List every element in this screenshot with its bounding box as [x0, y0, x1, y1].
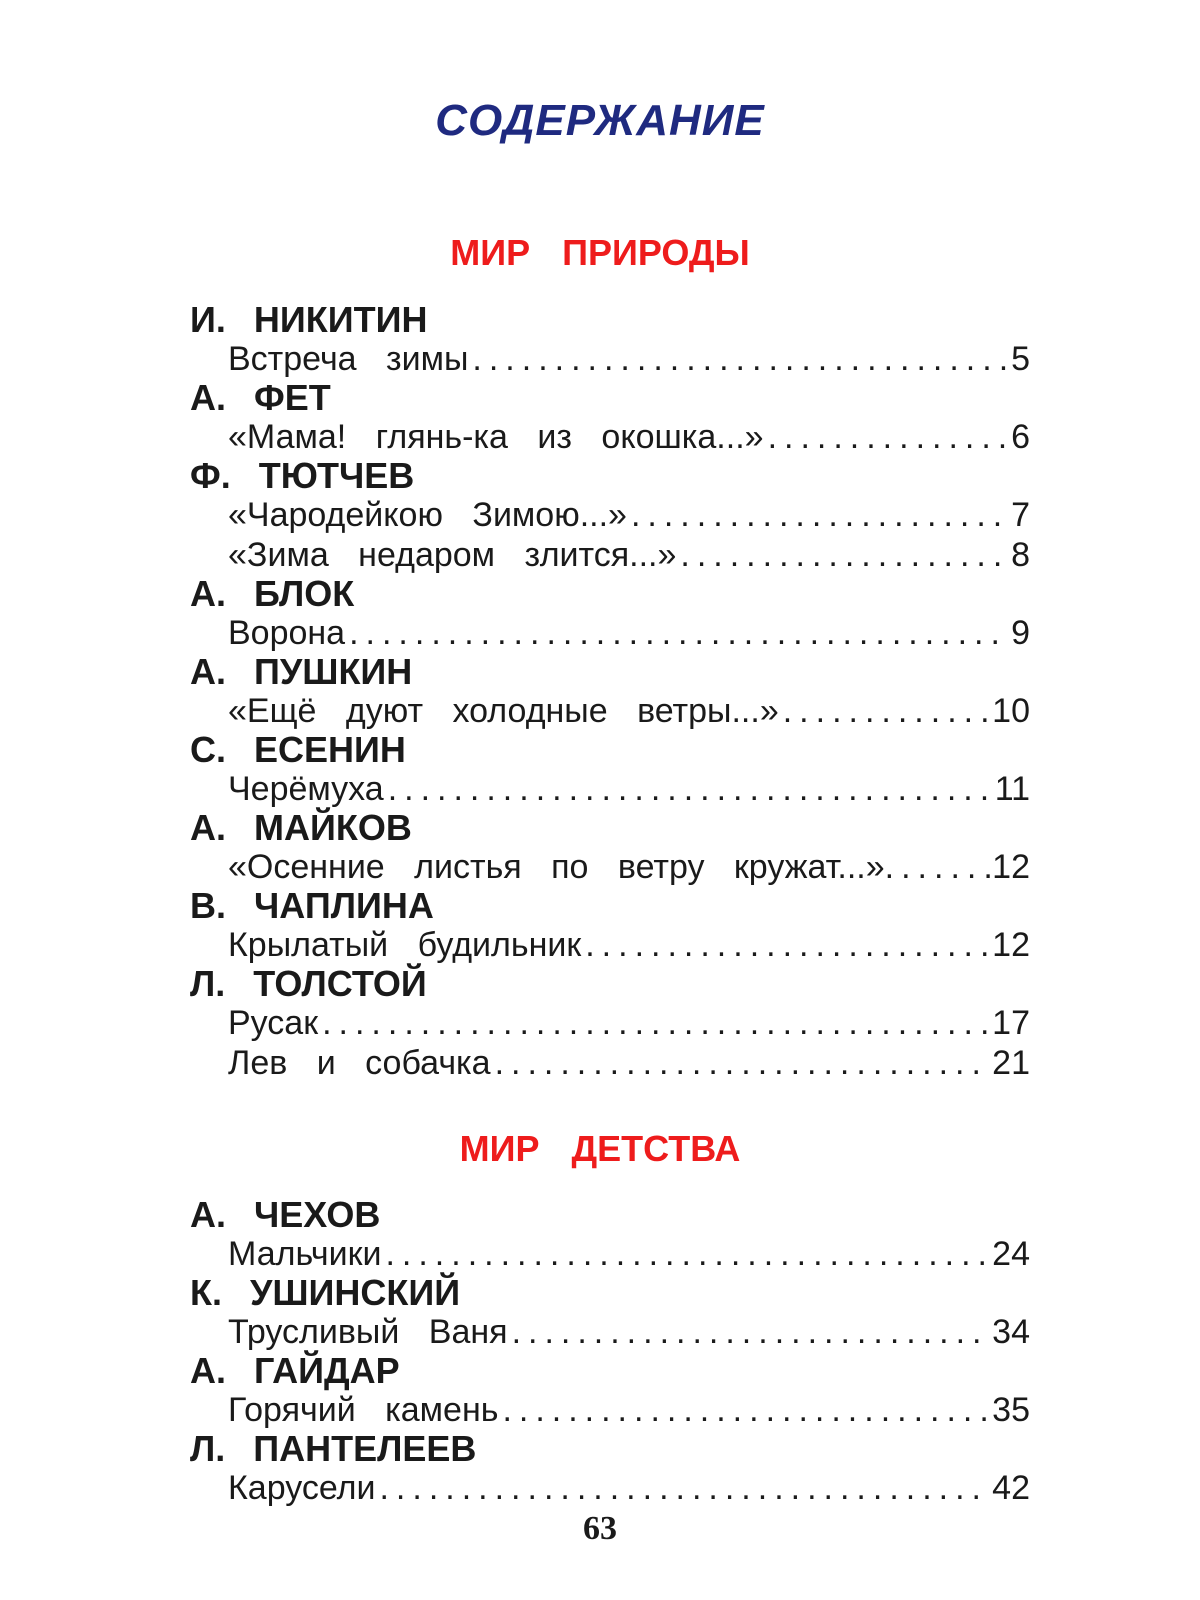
toc-entry[interactable]	[228, 613, 1030, 653]
entry-title: Карусели	[228, 1469, 376, 1507]
author-heading: Л. ТОЛСТОЙ	[190, 963, 427, 1004]
entry-title: Русак	[228, 1004, 319, 1042]
dot-leader	[585, 925, 988, 965]
entry-title: Лев и собачка	[228, 1044, 491, 1082]
dot-leader	[783, 691, 988, 731]
entry-page: 21	[992, 1044, 1030, 1082]
entry-title: «Осенние листья по ветру кружат...»	[228, 848, 885, 886]
entry-title: «Чародейкою Зимою...»	[228, 496, 627, 534]
entry-page: 6	[1011, 418, 1030, 456]
author-heading: А. ПУШКИН	[190, 651, 413, 692]
entry-title: Черёмуха	[228, 770, 384, 808]
author-heading: С. ЕСЕНИН	[190, 729, 406, 770]
entry-title: Встреча зимы	[228, 340, 469, 378]
toc-section-nature	[190, 301, 1030, 1083]
author-heading: А. МАЙКОВ	[190, 807, 412, 848]
entry-page: 12	[992, 926, 1030, 964]
entry-page: 8	[1011, 536, 1030, 574]
toc-entry[interactable]	[228, 769, 1030, 809]
entry-title: «Ещё дуют холодные ветры...»	[228, 692, 779, 730]
dot-leader	[322, 1003, 988, 1043]
author-heading: А. ЧЕХОВ	[190, 1194, 381, 1235]
dot-leader	[388, 769, 991, 809]
toc-entry[interactable]	[228, 925, 1030, 965]
entry-page: 9	[1011, 614, 1030, 652]
dot-leader	[472, 339, 1007, 379]
dot-leader	[768, 417, 1008, 457]
entry-page: 34	[992, 1313, 1030, 1351]
entry-page: 12	[992, 848, 1030, 886]
dot-leader	[502, 1390, 988, 1430]
dot-leader	[385, 1234, 988, 1274]
toc-entry[interactable]	[228, 535, 1030, 575]
entry-page: 5	[1011, 340, 1030, 378]
dot-leader	[885, 847, 993, 887]
section-title-nature: МИР ПРИРОДЫ	[450, 232, 750, 273]
toc-entry[interactable]	[228, 1043, 1030, 1083]
toc-entry[interactable]	[228, 1390, 1030, 1430]
author-heading: И. НИКИТИН	[190, 299, 428, 340]
entry-page: 10	[992, 692, 1030, 730]
author-heading: А. ФЕТ	[190, 377, 331, 418]
entry-page: 24	[992, 1235, 1030, 1273]
dot-leader	[349, 613, 1007, 653]
toc-entry[interactable]	[228, 1468, 1030, 1508]
dot-leader	[495, 1043, 989, 1083]
dot-leader	[631, 495, 1007, 535]
toc-entry[interactable]	[228, 1234, 1030, 1274]
dot-leader	[680, 535, 1007, 575]
entry-title: Ворона	[228, 614, 346, 652]
entry-page: 35	[992, 1391, 1030, 1429]
page-number: 63	[583, 1510, 617, 1547]
entry-page: 7	[1011, 496, 1030, 534]
entry-page: 42	[992, 1469, 1030, 1507]
author-heading: В. ЧАПЛИНА	[190, 885, 434, 926]
entry-title: Горячий камень	[228, 1391, 499, 1429]
entry-title: Крылатый будильник	[228, 926, 582, 964]
toc-entry[interactable]	[228, 417, 1030, 457]
author-heading: А. БЛОК	[190, 573, 355, 614]
author-heading: А. ГАЙДАР	[190, 1350, 400, 1391]
toc-entry[interactable]	[228, 339, 1030, 379]
toc-entry[interactable]	[228, 691, 1030, 731]
author-heading: Ф. ТЮТЧЕВ	[190, 455, 415, 496]
toc-entry[interactable]	[228, 1312, 1030, 1352]
entry-page: 11	[994, 770, 1030, 808]
toc-entry[interactable]	[228, 1003, 1030, 1043]
author-heading: К. УШИНСКИЙ	[190, 1272, 461, 1313]
dot-leader	[379, 1468, 988, 1508]
entry-title: «Мама! глянь-ка из окошка...»	[228, 418, 764, 456]
dot-leader	[512, 1312, 989, 1352]
author-heading: Л. ПАНТЕЛЕЕВ	[190, 1428, 477, 1469]
toc-entry[interactable]	[228, 847, 1030, 887]
entry-title: Мальчики	[228, 1235, 382, 1273]
entry-title: «Зима недаром злится...»	[228, 536, 677, 574]
section-title-childhood: МИР ДЕТСТВА	[459, 1128, 741, 1169]
entry-page: 17	[992, 1004, 1030, 1042]
toc-entry[interactable]	[228, 495, 1030, 535]
entry-title: Трусливый Ваня	[228, 1313, 508, 1351]
toc-section-childhood	[190, 1196, 1030, 1508]
page-title: СОДЕРЖАНИЕ	[435, 96, 765, 145]
